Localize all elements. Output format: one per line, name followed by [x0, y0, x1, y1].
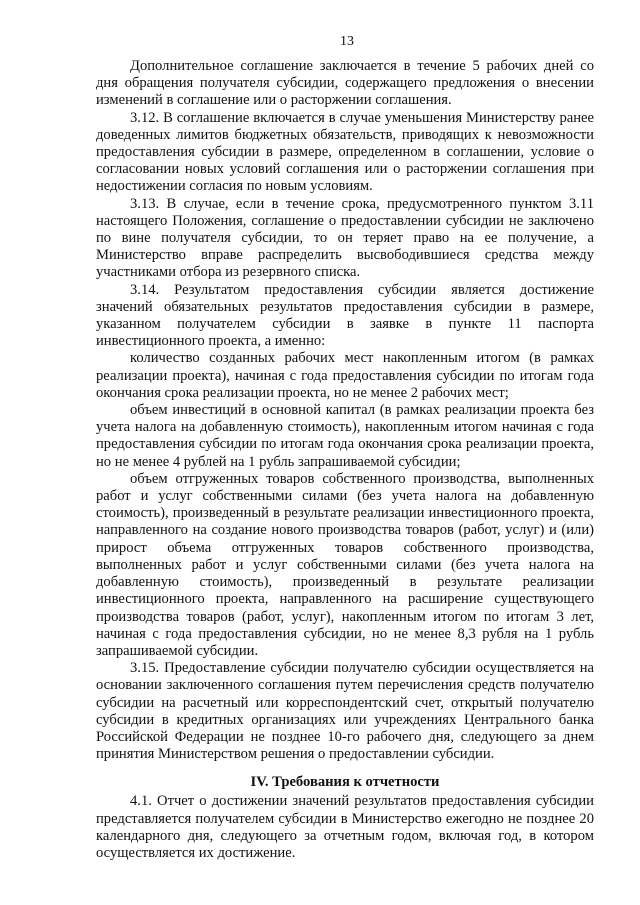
paragraph: 3.12. В соглашение включается в случае уменьшения Министерству ранее доведенных лимитов бюджетных обязательств, приводящих к невозможности предоставления субсидии в размере, определенном в соглашении, условие о согласовании новых условий соглашения или о расторжении соглашения при недостижении согласия по новым условиям.: [96, 109, 594, 195]
list-paragraph: объем инвестиций в основной капитал (в рамках реализации проекта без учета налога на добавленную стоимость), накопленным итогом начиная с года предоставления субсидии по итогам года окончания срока реализации проекта, но не менее 4 рублей на 1 рубль запрашиваемой субсидии;: [96, 402, 594, 470]
paragraph: 3.14. Результатом предоставления субсидии является достижение значений обязательных результатов предоставления субсидии в размере, указанном получателем субсидии в заявке в пункте 11 паспорта инвестиционного проекта, а именно:: [96, 281, 594, 350]
paragraph: 4.1. Отчет о достижении значений результатов предоставления субсидии представляется получателем субсидии в Министерство ежегодно не позднее 20 календарного дня, следующего за отчетным годом, включая год, в котором осуществляется их достижение.: [96, 793, 594, 861]
paragraph: 3.15. Предоставление субсидии получателю субсидии осуществляется на основании заключенного соглашения путем перечисления средств получателю субсидии на расчетный или корреспондентский счет, открытый получателю субсидии в кредитных организациях или учреждениях Центрального банка Российской Федерации не позднее 10-го рабочего дня, следующего за днем принятия Министерством решения о предоставлении субсидии.: [96, 660, 594, 763]
paragraph: 3.13. В случае, если в течение срока, предусмотренного пунктом 3.11 настоящего Положения, соглашение о предоставлении субсидии не заключено по вине получателя субсидии, то он теряет право на ее получение, а Министерство вправе распределить высвободившиеся средства между участниками отбора из резервного списка.: [96, 195, 594, 281]
list-paragraph: количество созданных рабочих мест накопленным итогом (в рамках реализации проекта), начиная с года предоставления субсидии по итогам года окончания срока реализации проекта, но не менее 2 рабочих мест;: [96, 350, 594, 401]
section-heading: IV. Требования к отчетности: [250, 774, 440, 791]
paragraph: Дополнительное соглашение заключается в течение 5 рабочих дней со дня обращения получателя субсидии, содержащего предложения о внесении изменений в соглашение или о расторжении соглашения.: [96, 58, 594, 109]
list-paragraph: объем отгруженных товаров собственного производства, выполненных работ и услуг собственными силами (без учета налога на добавленную стоимость), произведенный в результате реализации инвестиционного проекта, направленного на создание нового производства товаров (работ, услуг) и (или) прирост объема отгруженных товаров собственного производства, выполненных работ и услуг собственными силами (без учета налога на добавленную стоимость), произведенный в результате реализации инвестиционного проекта, направленного на расширение существующего производства товаров (работ, услуг), накопленным итогом по итогам 3 лет, начиная с года предоставления субсидии, но не менее 8,3 рубля на 1 рубль запрашиваемой субсидии.: [96, 470, 594, 659]
page-number: 13: [340, 34, 354, 49]
